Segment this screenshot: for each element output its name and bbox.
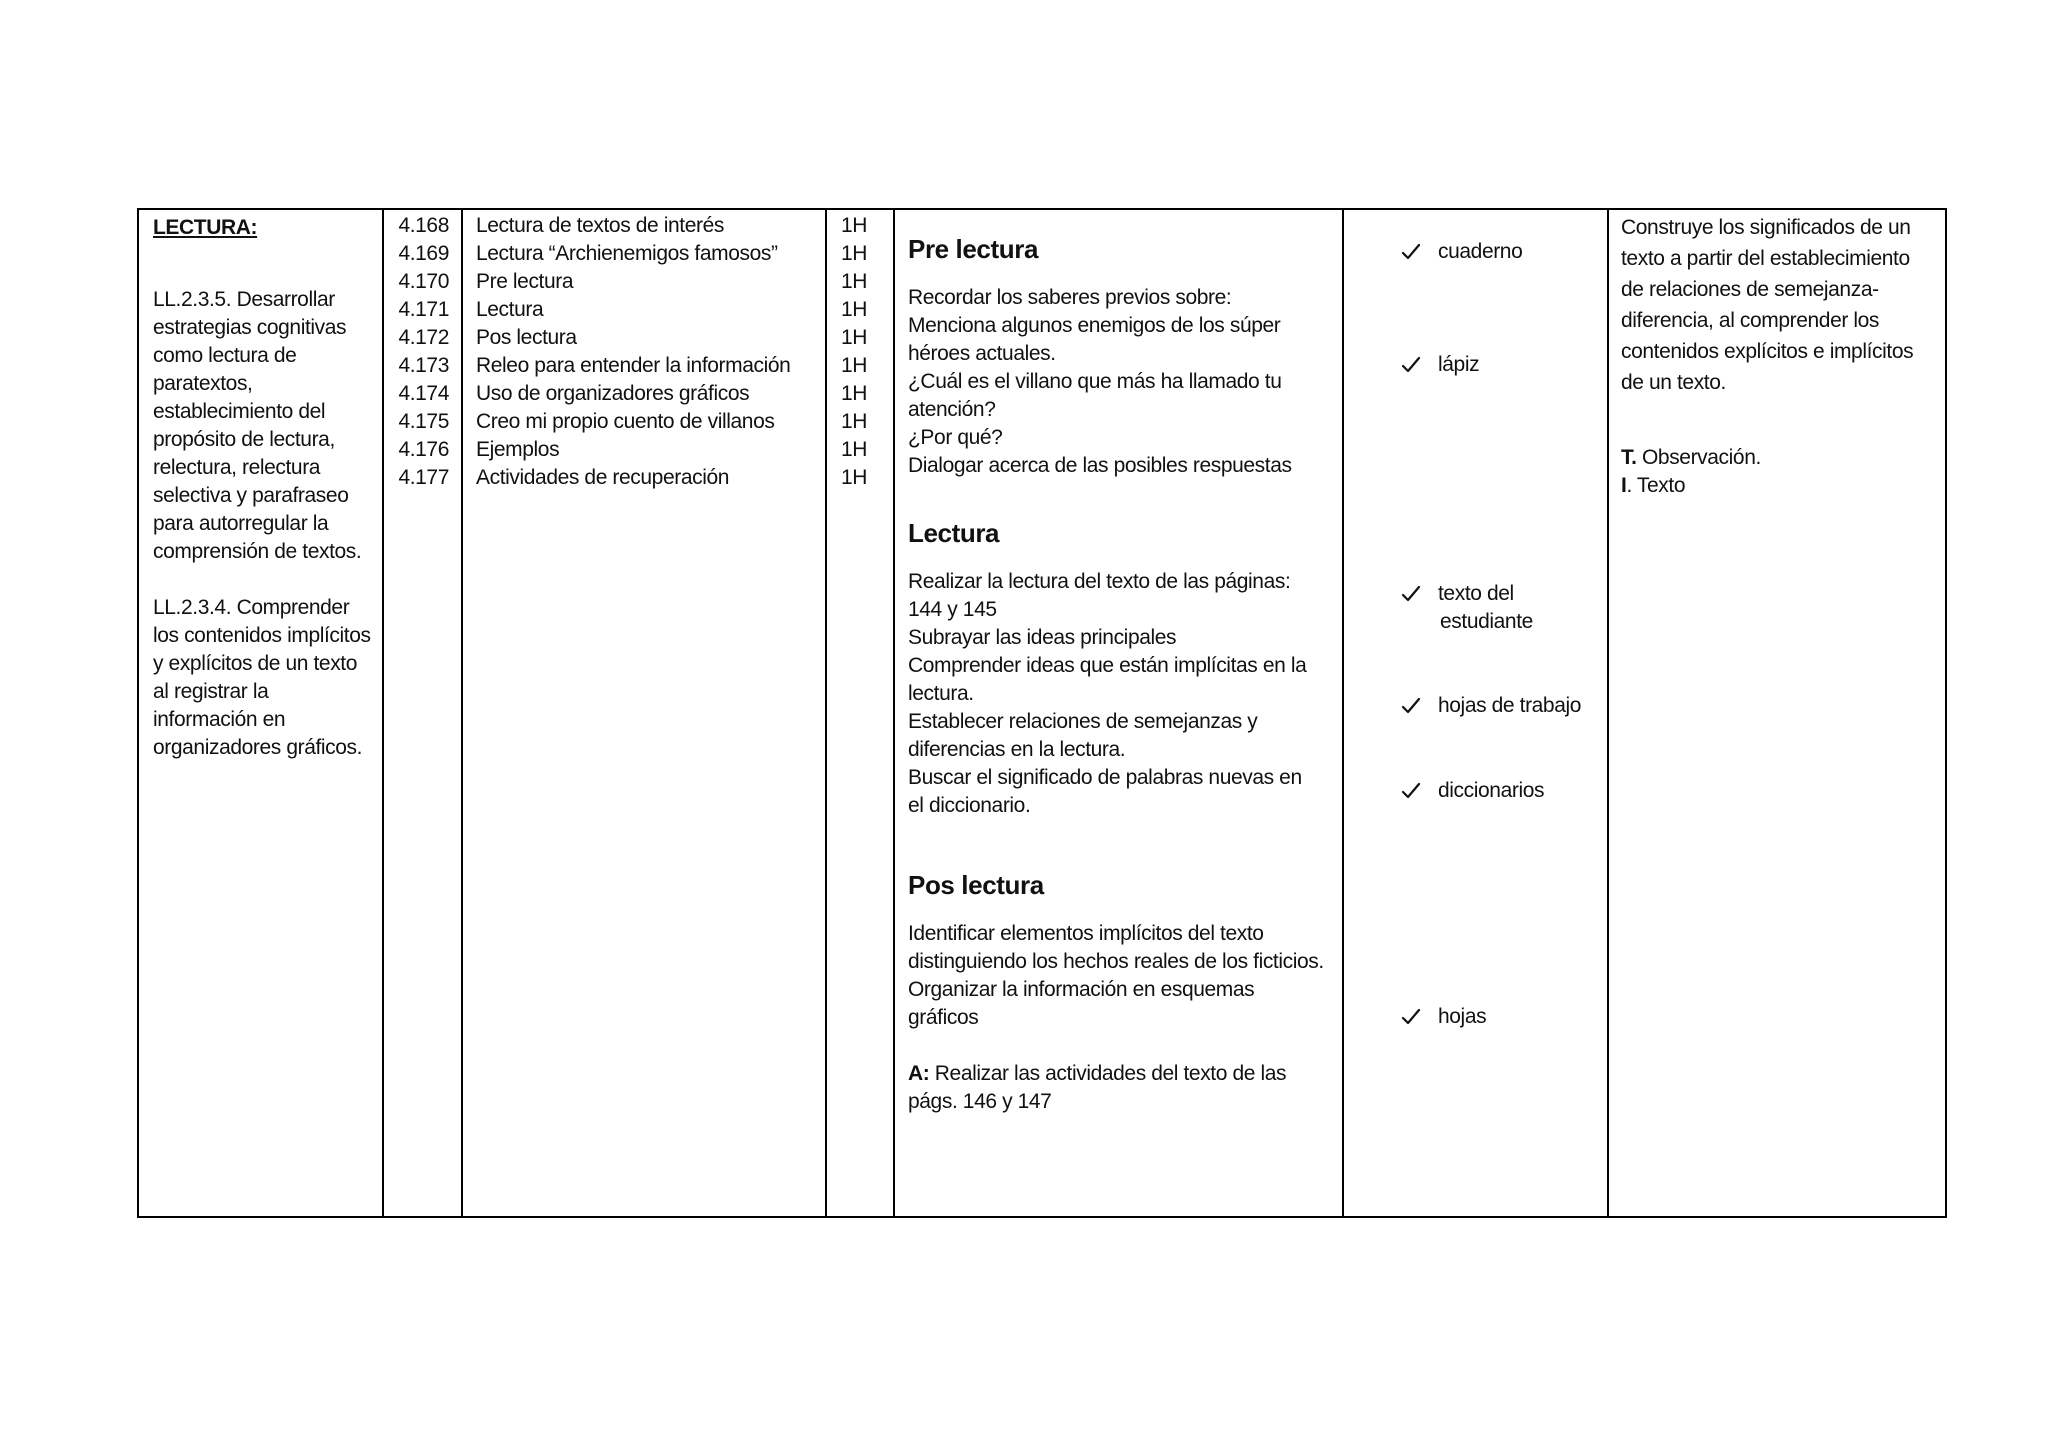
- lesson-plan-table: [137, 208, 1947, 1218]
- resource-item: [1400, 1003, 1486, 1031]
- criterion-line: texto a partir del establecimiento: [1621, 247, 1910, 270]
- lesson-title: Lectura: [476, 298, 544, 321]
- activity-text: Realizar las actividades del texto de las: [934, 1062, 1287, 1085]
- lesson-title: Actividades de recuperación: [476, 466, 730, 489]
- criterion-line: contenidos explícitos e implícitos: [1621, 340, 1914, 363]
- activity-line: diferencias en la lectura.: [908, 738, 1126, 761]
- activity-line: Recordar los saberes previos sobre:: [908, 286, 1232, 309]
- resource-label: cuaderno: [1438, 240, 1523, 263]
- instrument-line: [1621, 472, 1931, 500]
- activity-line: ¿Por qué?: [908, 426, 1003, 449]
- criterion-line: de relaciones de semejanza-: [1621, 278, 1879, 301]
- lesson-hour: 1H: [841, 270, 868, 293]
- instrument-value: . Texto: [1626, 474, 1686, 497]
- technique-label: T.: [1621, 446, 1637, 469]
- lesson-code: 4.177: [398, 466, 449, 489]
- resource-label: estudiante: [1440, 610, 1533, 633]
- resource-label: texto del: [1438, 582, 1514, 605]
- lesson-code: 4.169: [398, 242, 449, 265]
- activity-line: distinguiendo los hechos reales de los ficticios.: [908, 950, 1324, 973]
- hours-cell: [826, 209, 894, 1217]
- lesson-code: 4.172: [398, 326, 449, 349]
- lesson-code: 4.168: [398, 214, 449, 237]
- lesson-title: Uso de organizadores gráficos: [476, 382, 750, 405]
- lesson-hour: 1H: [841, 410, 868, 433]
- criterion-line: Construye los significados de un: [1621, 216, 1911, 239]
- pre-reading-activities: [908, 284, 1332, 480]
- lesson-title: Ejemplos: [476, 438, 560, 461]
- resource-label: hojas de trabajo: [1438, 694, 1582, 717]
- lesson-hour: 1H: [841, 326, 868, 349]
- section-heading: LECTURA:: [153, 216, 258, 239]
- check-icon: [1400, 780, 1422, 802]
- technique-value: Observación.: [1641, 446, 1761, 469]
- criterion-line: diferencia, al comprender los: [1621, 309, 1880, 332]
- criterion-line: de un texto.: [1621, 371, 1726, 394]
- lesson-codes: [384, 210, 461, 492]
- lesson-hour: 1H: [841, 466, 868, 489]
- lesson-hour: 1H: [841, 298, 868, 321]
- activity-line: Establecer relaciones de semejanzas y: [908, 710, 1258, 733]
- lesson-code: 4.176: [398, 438, 449, 461]
- lesson-code: 4.174: [398, 382, 449, 405]
- skill-text-1: LL.2.3.5. Desarrollar estrategias cognitivas como lectura de paratextos, establecimiento del propósito de lectura, relectura, relectura selectiva y parafraseo para autorregular la comprensión de textos.: [153, 288, 362, 563]
- activity-line: Realizar la lectura del texto de las páginas:: [908, 570, 1291, 593]
- activity-line: el diccionario.: [908, 794, 1031, 817]
- activity-assignment: [908, 1060, 1332, 1088]
- activity-line: Identificar elementos implícitos del texto: [908, 922, 1264, 945]
- phase-title-reading: Lectura: [908, 518, 1000, 548]
- lesson-hour: 1H: [841, 214, 868, 237]
- lesson-hours: [827, 210, 893, 492]
- resource-item: [1400, 692, 1581, 720]
- activity-line: ¿Cuál es el villano que más ha llamado tu: [908, 370, 1282, 393]
- lesson-title: Lectura “Archienemigos famosos”: [476, 242, 778, 265]
- resource-item: [1400, 580, 1533, 636]
- technique-line: [1621, 444, 1931, 472]
- activity-label: A:: [908, 1062, 930, 1085]
- activities-cell: [894, 209, 1343, 1217]
- phase-title-pre: Pre lectura: [908, 234, 1039, 264]
- activity-line: págs. 146 y 147: [908, 1090, 1052, 1113]
- activity-line: atención?: [908, 398, 996, 421]
- lesson-hour: 1H: [841, 438, 868, 461]
- check-icon: [1400, 354, 1422, 376]
- resource-label-block: [1438, 580, 1533, 636]
- lesson-code: 4.171: [398, 298, 449, 321]
- activity-line: héroes actuales.: [908, 342, 1056, 365]
- activity-line: Organizar la información en esquemas: [908, 978, 1255, 1001]
- activity-line: Buscar el significado de palabras nuevas en: [908, 766, 1302, 789]
- skill-text-2: LL.2.3.4. Comprender los contenidos implícitos y explícitos de un texto al registrar la información en organizadores gráficos.: [153, 596, 371, 759]
- lesson-title: Lectura de textos de interés: [476, 214, 724, 237]
- phase-title-post: Pos lectura: [908, 870, 1044, 900]
- lesson-title: Creo mi propio cuento de villanos: [476, 410, 775, 433]
- activity-line: Subrayar las ideas principales: [908, 626, 1177, 649]
- post-reading-activities: [908, 920, 1332, 1116]
- evaluation-cell: [1608, 209, 1946, 1217]
- lesson-hour: 1H: [841, 354, 868, 377]
- lesson-title: Pre lectura: [476, 270, 574, 293]
- activity-line: Menciona algunos enemigos de los súper: [908, 314, 1281, 337]
- reading-activities: [908, 568, 1332, 820]
- resource-item: [1400, 238, 1522, 266]
- activity-line: 144 y 145: [908, 598, 997, 621]
- evaluation-block: [1609, 210, 1945, 500]
- check-icon: [1400, 583, 1422, 605]
- activity-line: gráficos: [908, 1006, 979, 1029]
- resource-label: diccionarios: [1438, 779, 1545, 802]
- activity-line: Dialogar acerca de las posibles respuestas: [908, 454, 1292, 477]
- activity-line: lectura.: [908, 682, 974, 705]
- lesson-code: 4.173: [398, 354, 449, 377]
- check-icon: [1400, 1006, 1422, 1028]
- resources-cell: [1343, 209, 1608, 1217]
- resource-label: hojas: [1438, 1005, 1487, 1028]
- skills-cell: [138, 209, 383, 1217]
- lesson-title: Pos lectura: [476, 326, 577, 349]
- resource-label: lápiz: [1438, 353, 1480, 376]
- lesson-title: Releo para entender la información: [476, 354, 791, 377]
- codes-cell: [383, 209, 462, 1217]
- table-row: [138, 209, 1946, 1217]
- activity-line: Comprender ideas que están implícitas en la: [908, 654, 1307, 677]
- check-icon: [1400, 241, 1422, 263]
- instrument-label: I: [1621, 474, 1627, 497]
- lesson-hour: 1H: [841, 242, 868, 265]
- resource-item: [1400, 351, 1479, 379]
- titles-cell: [462, 209, 826, 1217]
- lesson-code: 4.170: [398, 270, 449, 293]
- lesson-hour: 1H: [841, 382, 868, 405]
- lesson-code: 4.175: [398, 410, 449, 433]
- resources-list: [1344, 210, 1607, 1216]
- resource-item: [1400, 777, 1544, 805]
- check-icon: [1400, 695, 1422, 717]
